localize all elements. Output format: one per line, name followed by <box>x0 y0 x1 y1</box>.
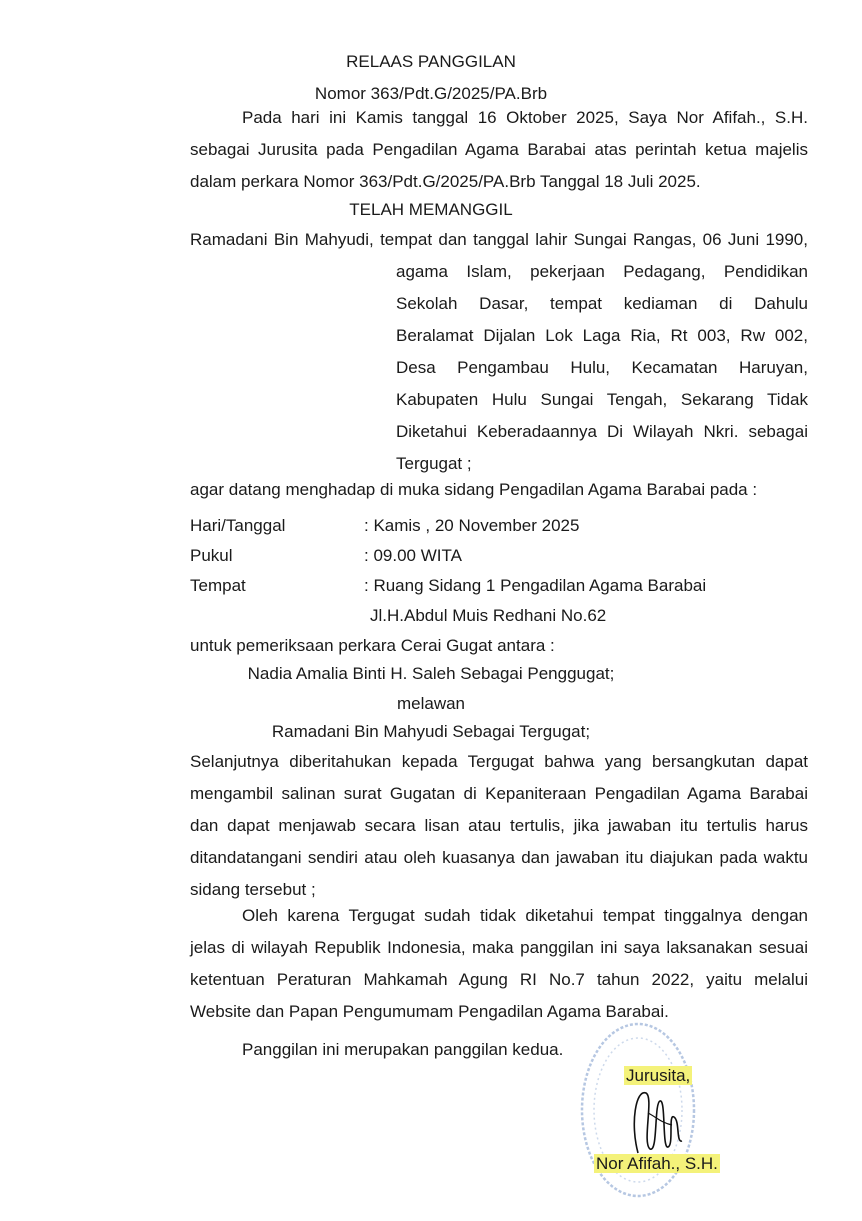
party-detail-line: Beralamat Dijalan Lok Laga Ria, Rt 003, Rw 002, <box>396 326 808 345</box>
handwritten-signature <box>628 1083 688 1158</box>
signature-title-text: Jurusita, <box>626 1066 691 1085</box>
case-line: untuk pemeriksaan perkara Cerai Gugat antara : <box>190 636 555 655</box>
reason-line: ketentuan Peraturan Mahkamah Agung RI No.7 tahun 2022, yaitu melalui <box>190 970 808 989</box>
reason-line: jelas di wilayah Republik Indonesia, maka panggilan ini saya laksanakan sesuai <box>190 938 808 957</box>
schedule-label-time: Pukul <box>190 546 233 565</box>
schedule-value-date: : Kamis , 20 November 2025 <box>364 516 580 535</box>
reason-line: Website dan Papan Pengumumam Pengadilan Agama Barabai. <box>190 1002 669 1021</box>
schedule-value-time: : 09.00 WITA <box>364 546 462 565</box>
notice-line: dan dapat menjawab secara lisan atau tertulis, jika jawaban itu tertulis harus <box>190 816 808 835</box>
document-title: RELAAS PANGGILAN <box>346 52 516 71</box>
signature-name-text: Nor Afifah., S.H. <box>596 1154 718 1173</box>
notice-line: ditandatangani sendiri atau oleh kuasanya dan jawaban itu diajukan pada waktu <box>190 848 808 867</box>
plaintiff-line: Nadia Amalia Binti H. Saleh Sebagai Penggugat; <box>247 664 615 683</box>
schedule-value-place: : Ruang Sidang 1 Pengadilan Agama Barabai <box>364 576 707 595</box>
signature-name <box>594 1154 720 1174</box>
defendant-line: Ramadani Bin Mahyudi Sebagai Tergugat; <box>271 722 591 741</box>
notice-line: sidang tersebut ; <box>190 880 316 899</box>
versus-line: melawan <box>396 694 466 713</box>
party-detail-line: Diketahui Keberadaannya Di Wilayah Nkri. sebagai <box>396 422 808 441</box>
summon-line: agar datang menghadap di muka sidang Pengadilan Agama Barabai pada : <box>190 480 758 499</box>
party-detail-line: Desa Pengambau Hulu, Kecamatan Haruyan, <box>396 358 808 377</box>
case-number: Nomor 363/Pdt.G/2025/PA.Brb <box>314 84 548 103</box>
schedule-address: Jl.H.Abdul Muis Redhani No.62 <box>370 606 607 625</box>
schedule-label-date: Hari/Tanggal <box>190 516 286 535</box>
intro-line: sebagai Jurusita pada Pengadilan Agama Barabai atas perintah ketua majelis <box>190 140 808 159</box>
schedule-label-place: Tempat <box>190 576 246 595</box>
intro-line: Pada hari ini Kamis tanggal 16 Oktober 2025, Saya Nor Afifah., S.H. <box>242 108 808 127</box>
reason-line: Oleh karena Tergugat sudah tidak diketahui tempat tinggalnya dengan <box>242 906 808 925</box>
closing-line: Panggilan ini merupakan panggilan kedua. <box>242 1040 564 1059</box>
notice-line: Selanjutnya diberitahukan kepada Tergugat bahwa yang bersangkutan dapat <box>190 752 808 771</box>
party-detail-line: Kabupaten Hulu Sungai Tengah, Sekarang Tidak <box>396 390 808 409</box>
party-detail-line: agama Islam, pekerjaan Pedagang, Pendidikan <box>396 262 808 281</box>
party-detail-line: Sekolah Dasar, tempat kediaman di Dahulu <box>396 294 808 313</box>
party-first-line: Ramadani Bin Mahyudi, tempat dan tanggal lahir Sungai Rangas, 06 Juni 1990, <box>190 230 808 249</box>
party-detail-line: Tergugat ; <box>396 454 472 473</box>
heading-called: TELAH MEMANGGIL <box>349 200 513 219</box>
notice-line: mengambil salinan surat Gugatan di Kepaniteraan Pengadilan Agama Barabai <box>190 784 808 803</box>
intro-line: dalam perkara Nomor 363/Pdt.G/2025/PA.Brb Tanggal 18 Juli 2025. <box>190 172 701 191</box>
